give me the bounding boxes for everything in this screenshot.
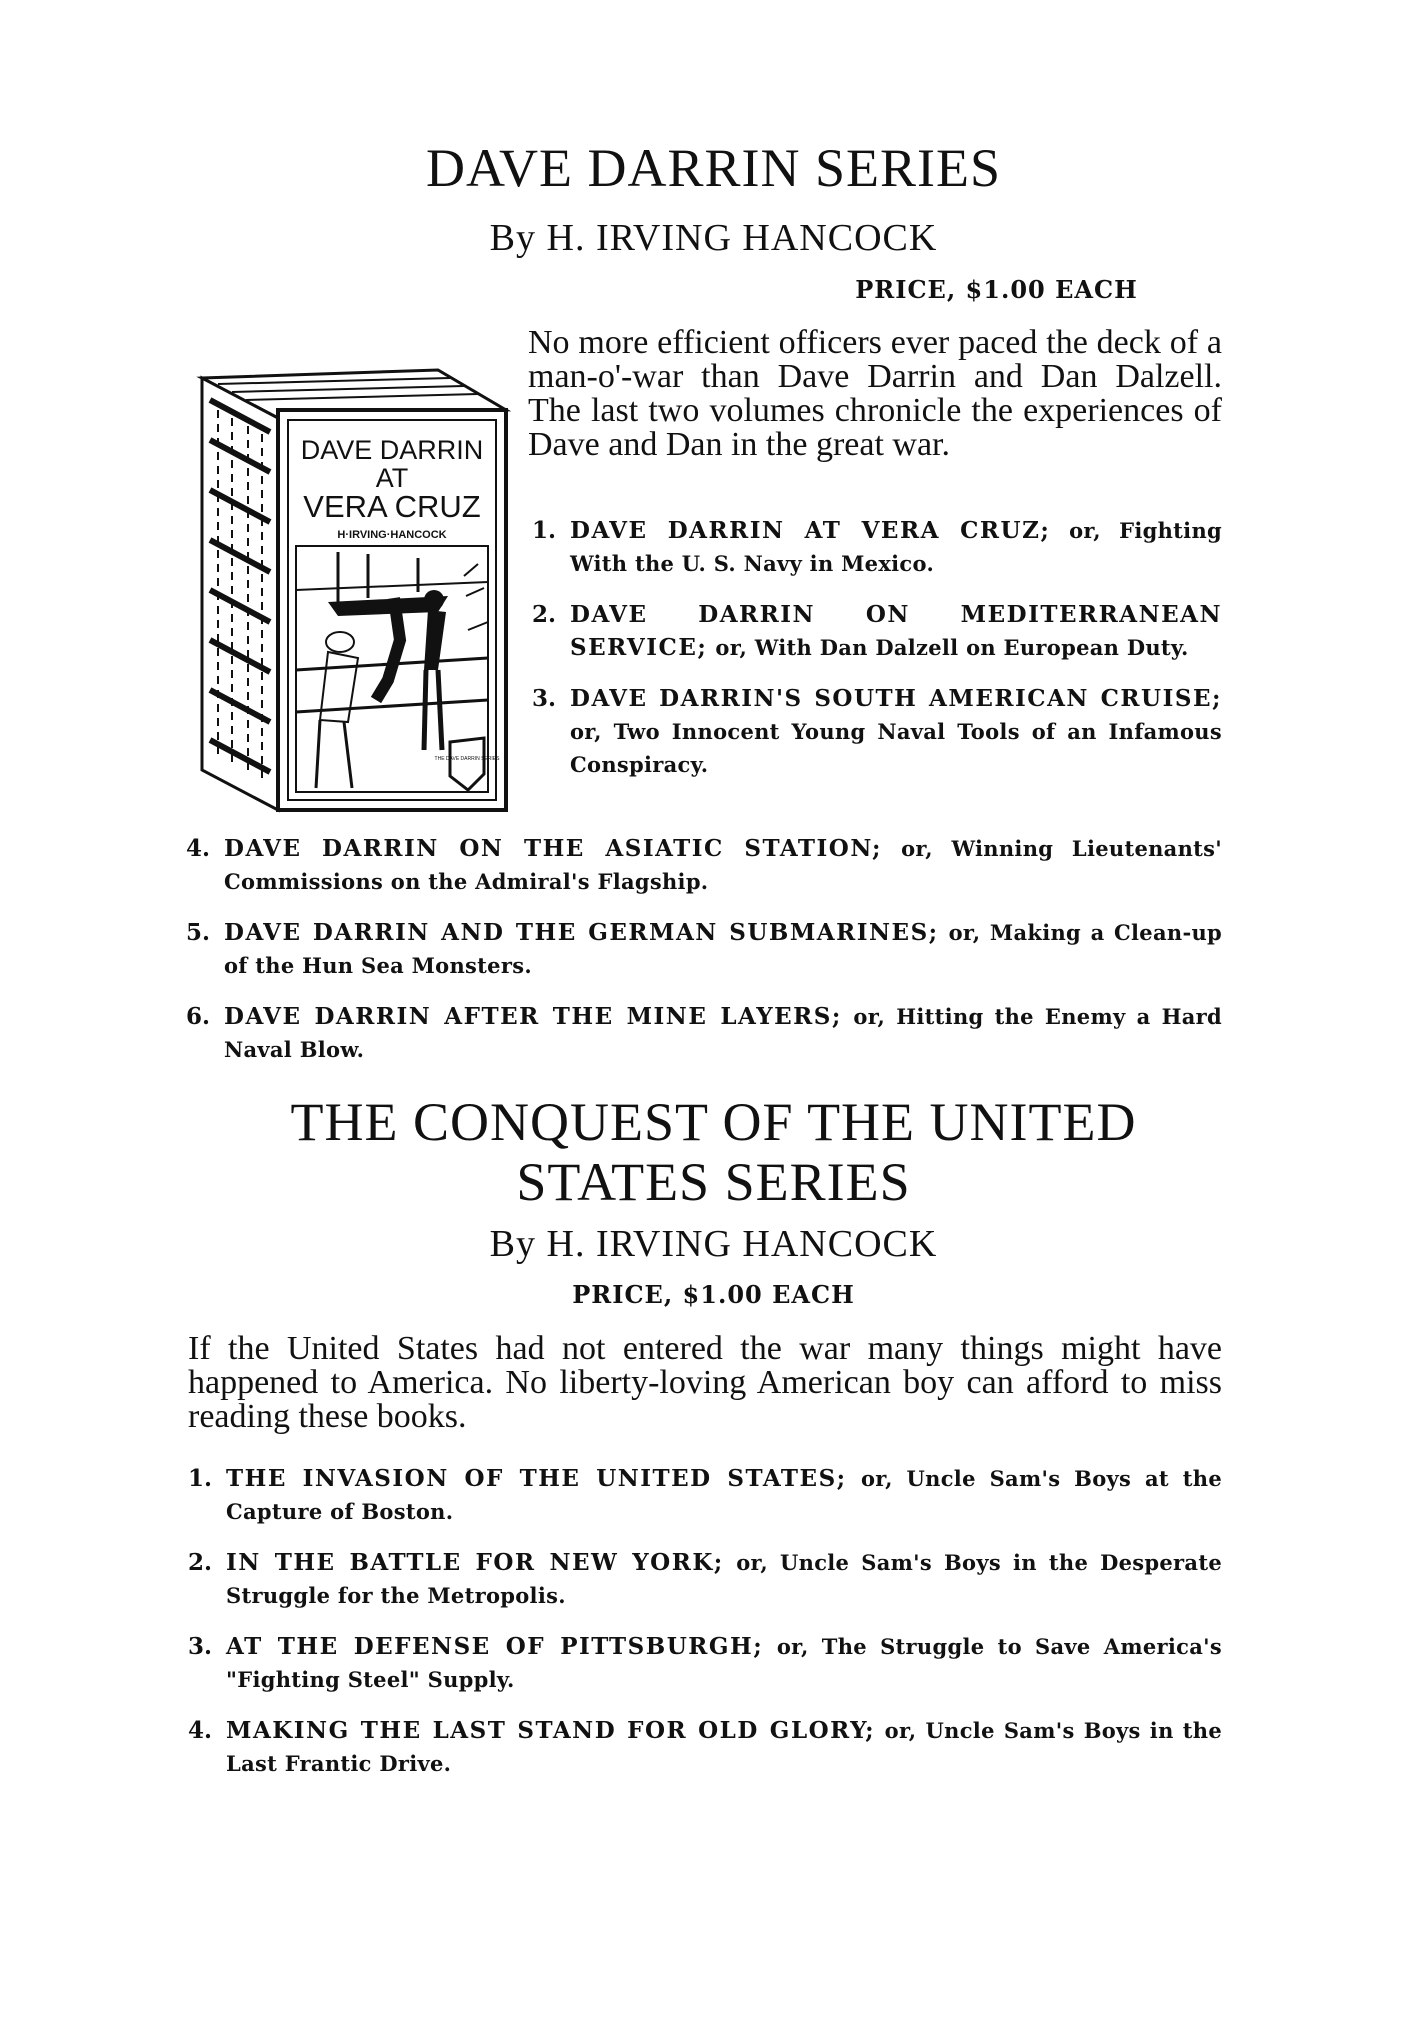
list-item: 6. DAVE DARRIN AFTER THE MINE LAYERS; or, Hitting the Enemy a Hard Naval Blow.	[186, 1003, 1222, 1062]
series-author: By H. IRVING HANCOCK	[489, 217, 938, 259]
list-item: 1. THE INVASION OF THE UNITED STATES; or, Uncle Sam's Boys at the Capture of Boston.	[188, 1465, 1222, 1524]
list-item: 3. DAVE DARRIN'S SOUTH AMERICAN CRUISE; or, Two Innocent Young Naval Tools of an Infamous Conspiracy.	[532, 685, 1222, 777]
series-title-conquest-line1: THE CONQUEST OF THE UNITED	[290, 1092, 1137, 1152]
series-description: If the United States had not entered the war many things might have happened to America. No liberty-loving American boy can afford to miss reading these books.	[188, 1330, 1222, 1435]
list-item: 2. IN THE BATTLE FOR NEW YORK; or, Uncle Sam's Boys in the Desperate Struggle for the Metropolis.	[188, 1549, 1222, 1608]
cover-author: H·IRVING·HANCOCK	[337, 529, 447, 541]
series-price: PRICE, $1.00 EACH	[572, 1280, 855, 1309]
series-emblem-text: THE DAVE DARRIN SERIES	[434, 756, 500, 762]
series-description: No more efficient officers ever paced the deck of a man-o'-war than Dave Darrin and Dan Dalzell. The last two volumes chronicle the experiences of Dave and Dan in the great war.	[528, 324, 1222, 463]
series-author: By H. IRVING HANCOCK	[489, 1223, 938, 1265]
cover-title-line3: VERA CRUZ	[303, 489, 481, 524]
list-item: 2. DAVE DARRIN ON MEDITERRANEAN SERVICE; or, With Dan Dalzell on European Duty.	[532, 601, 1222, 661]
series-book-list-part1	[532, 514, 1222, 781]
list-item: 4. MAKING THE LAST STAND FOR OLD GLORY; or, Uncle Sam's Boys in the Last Frantic Drive.	[188, 1717, 1222, 1776]
cover-title-line1: DAVE DARRIN	[300, 435, 484, 465]
sailor-head-3	[424, 590, 444, 610]
book-cover-illustration	[188, 340, 518, 828]
cover-title-line2: AT	[375, 463, 409, 493]
series-title-conquest-line2: STATES SERIES	[516, 1152, 911, 1212]
series-book-list	[188, 1462, 1222, 1780]
series-title-dave-darrin: DAVE DARRIN SERIES	[425, 138, 1002, 198]
series-book-list-part2	[186, 832, 1222, 1066]
series-price: PRICE, $1.00 EACH	[855, 275, 1138, 304]
list-item: 4. DAVE DARRIN ON THE ASIATIC STATION; or, Winning Lieutenants' Commissions on the Admiral's Flagship.	[186, 835, 1223, 894]
list-item: 5. DAVE DARRIN AND THE GERMAN SUBMARINES; or, Making a Clean-up of the Hun Sea Monsters.	[186, 919, 1223, 978]
list-item: 1. DAVE DARRIN AT VERA CRUZ; or, Fighting With the U. S. Navy in Mexico.	[532, 517, 1222, 576]
list-item: 3. AT THE DEFENSE OF PITTSBURGH; or, The Struggle to Save America's "Fighting Steel" Supply.	[188, 1633, 1223, 1692]
